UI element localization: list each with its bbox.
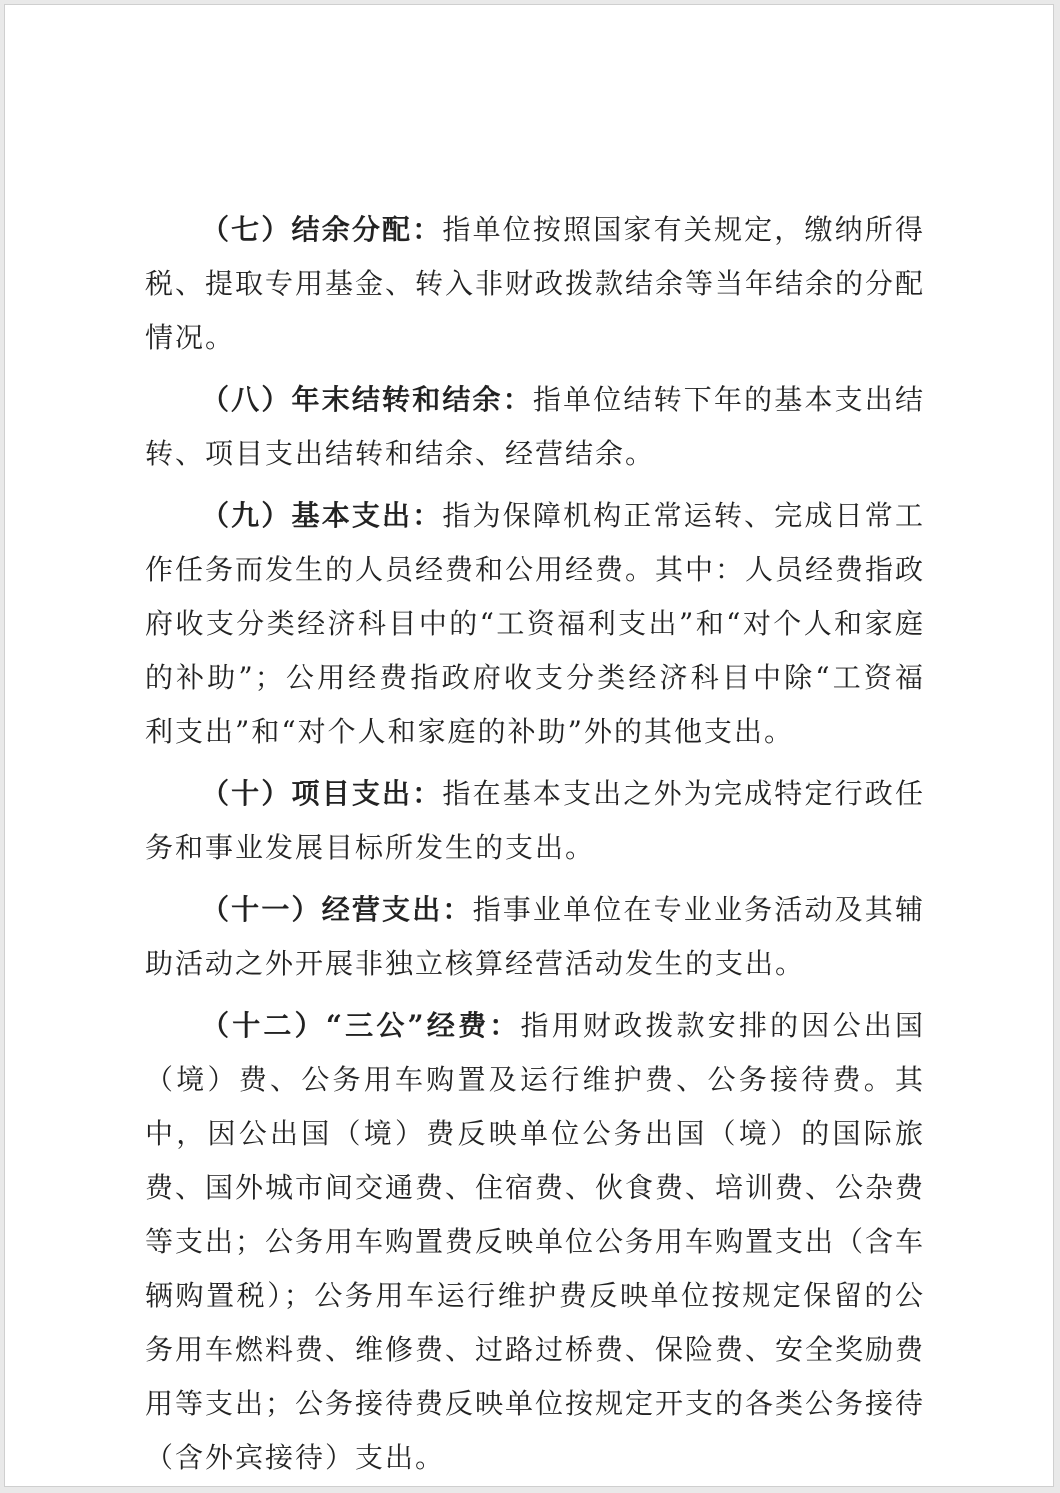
paragraph-surplus-distribution bbox=[145, 203, 925, 365]
term-heading: （十）项目支出： bbox=[201, 777, 443, 810]
term-definition: 指单位按照国家有关规定，缴纳所得税、提取专用基金、转入非财政拨款结余等当年结余的分配情况。 bbox=[145, 213, 926, 354]
term-definition: 指为保障机构正常运转、完成日常工作任务而发生的人员经费和公用经费。其中：人员经费指政府收支分类经济科目中的“工资福利支出”和“对个人和家庭的补助”；公用经费指政府收支分类经济科目中除“工资福利支出”和“对个人和家庭的补助”外的其他支出。 bbox=[145, 499, 926, 748]
paragraph-three-public-expenses bbox=[145, 999, 925, 1485]
term-definition: 指单位结转下年的基本支出结转、项目支出结转和结余、经营结余。 bbox=[145, 383, 925, 470]
paragraph-basic-expenditure bbox=[145, 489, 925, 759]
document-body bbox=[145, 203, 925, 1493]
term-definition: 指用财政拨款安排的因公出国（境）费、公务用车购置及运行维护费、公务接待费。其中，因公出国（境）费反映单位公务出国（境）的国际旅费、国外城市间交通费、住宿费、伙食费、培训费、公杂费等支出；公务用车购置费反映单位公务用车购置支出（含车辆购置税）；公务用车运行维护费反映单位按规定保留的公务用车燃料费、维修费、过路过桥费、保险费、安全奖励费用等支出；公务接待费反映单位按规定开支的各类公务接待（含外宾接待）支出。 bbox=[145, 1009, 926, 1474]
term-definition: 指在基本支出之外为完成特定行政任务和事业发展目标所发生的支出。 bbox=[145, 777, 925, 864]
term-definition: 指事业单位在专业业务活动及其辅助活动之外开展非独立核算经营活动发生的支出。 bbox=[145, 893, 925, 980]
document-page bbox=[4, 4, 1054, 1487]
term-heading: （十二）“三公”经费： bbox=[201, 1009, 521, 1042]
term-heading: （十一）经营支出： bbox=[201, 893, 473, 926]
paragraph-project-expenditure bbox=[145, 767, 925, 875]
paragraph-operating-expenditure bbox=[145, 883, 925, 991]
term-heading: （七）结余分配： bbox=[201, 213, 443, 246]
paragraph-year-end-carryover bbox=[145, 373, 925, 481]
term-heading: （八）年末结转和结余： bbox=[201, 383, 533, 416]
term-heading: （九）基本支出： bbox=[201, 499, 443, 532]
